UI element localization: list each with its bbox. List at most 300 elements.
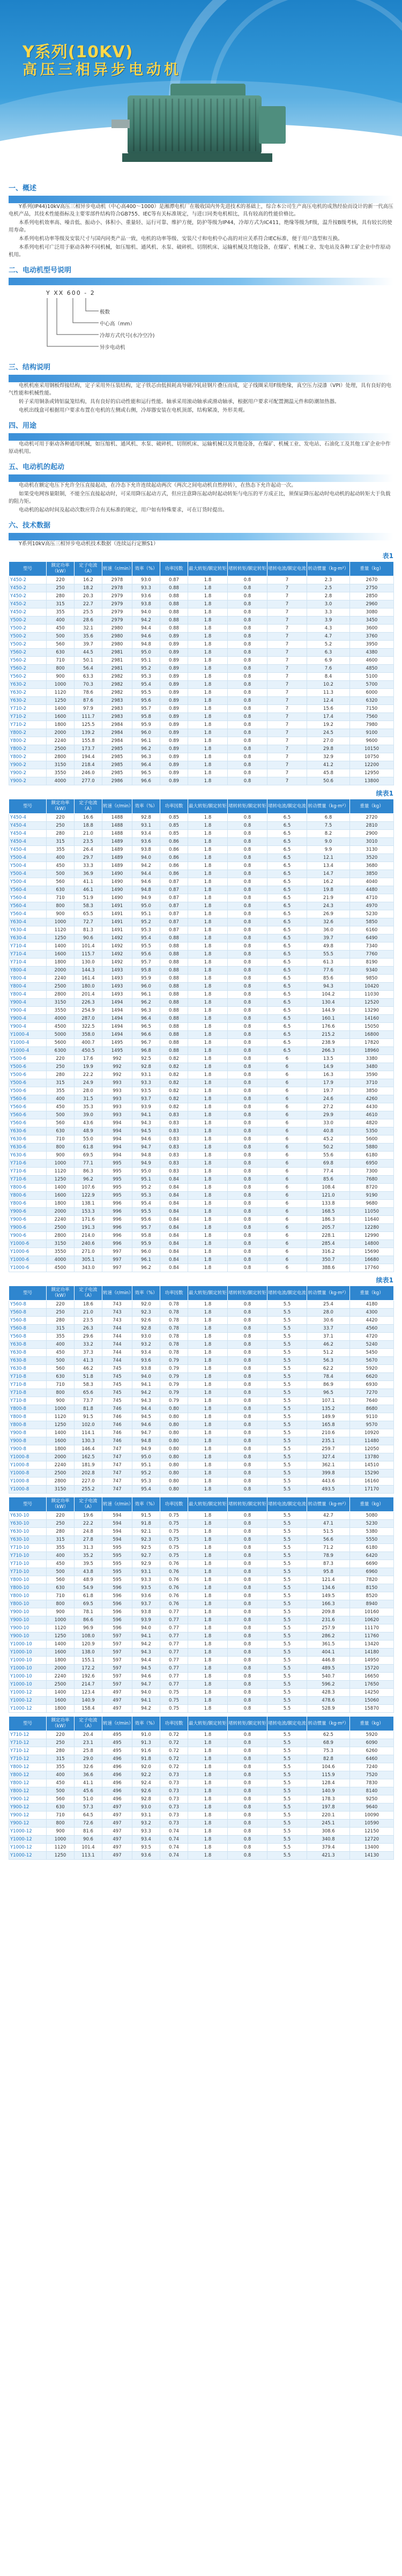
value-cell: 0.8 — [228, 641, 267, 649]
value-cell: 5350 — [350, 1127, 394, 1135]
table-row — [9, 737, 394, 745]
value-cell: 14.7 — [307, 870, 350, 878]
paragraph: 转子采用铜条或铸铝鼠笼结构，具有良好的启动性能和运行性能。轴承采用滚动轴承或滑动轴承，根据用户要求可配置测温元件和防潮加热器。 — [19, 399, 340, 405]
value-cell: 91.5 — [75, 1413, 102, 1421]
model-cell: Y500-6 — [9, 1063, 47, 1071]
value-cell: 162.5 — [75, 1453, 102, 1461]
table-row — [9, 1486, 394, 1494]
value-cell: 214.7 — [75, 1681, 102, 1689]
table-row — [9, 1665, 394, 1673]
value-cell: 93.5 — [132, 1087, 160, 1095]
table-row — [9, 641, 394, 649]
value-cell: 743 — [102, 1301, 132, 1309]
value-cell: 155.8 — [75, 737, 102, 745]
column-header: 转动惯量（kg·m²） — [307, 1717, 350, 1731]
table-row — [9, 983, 394, 991]
value-cell: 1400 — [47, 1429, 75, 1437]
value-cell: 400 — [47, 1095, 75, 1103]
value-cell: 0.8 — [228, 1731, 267, 1739]
value-cell: 1.8 — [188, 1007, 228, 1015]
value-cell: 0.8 — [228, 1828, 267, 1836]
value-cell: 2979 — [102, 617, 132, 625]
value-cell: 2240 — [47, 975, 75, 983]
value-cell: 597 — [102, 1681, 132, 1689]
value-cell: 238.9 — [307, 1039, 350, 1047]
value-cell: 993 — [102, 1087, 132, 1095]
value-cell: 4.3 — [307, 625, 350, 633]
value-cell: 1490 — [102, 878, 132, 886]
value-cell: 2979 — [102, 592, 132, 600]
value-cell: 94.9 — [132, 1160, 160, 1168]
value-cell: 1.8 — [188, 1103, 228, 1111]
value-cell: 62.2 — [307, 1365, 350, 1373]
value-cell: 1.8 — [188, 1135, 228, 1144]
model-cell: Y1000-8 — [9, 1478, 47, 1486]
value-cell: 0.8 — [228, 926, 267, 934]
value-cell: 4430 — [350, 1103, 394, 1111]
value-cell: 1488 — [102, 822, 132, 830]
value-cell: 13290 — [350, 1007, 394, 1015]
value-cell: 93.6 — [132, 1357, 160, 1365]
value-cell: 2978 — [102, 584, 132, 592]
value-cell: 3380 — [350, 1055, 394, 1063]
value-cell: 3480 — [350, 1063, 394, 1071]
value-cell: 3550 — [47, 1007, 75, 1015]
value-cell: 220 — [47, 1512, 75, 1520]
value-cell: 1.8 — [188, 926, 228, 934]
value-cell: 1489 — [102, 854, 132, 862]
value-cell: 7640 — [350, 1397, 394, 1405]
column-header: 型号 — [9, 1717, 47, 1731]
value-cell: 77.1 — [75, 1160, 102, 1168]
value-cell: 94.6 — [132, 1421, 160, 1429]
table-row — [9, 1168, 394, 1176]
value-cell: 14130 — [350, 1852, 394, 1860]
value-cell: 6 — [267, 1160, 307, 1168]
value-cell: 497 — [102, 1803, 132, 1812]
value-cell: 6 — [267, 1087, 307, 1095]
value-cell: 3080 — [350, 608, 394, 617]
value-cell: 5230 — [350, 1520, 394, 1528]
value-cell: 0.8 — [228, 1536, 267, 1544]
value-cell: 8520 — [350, 1592, 394, 1600]
value-cell: 0.8 — [228, 1665, 267, 1673]
table-row — [9, 576, 394, 584]
value-cell: 16.2 — [75, 576, 102, 584]
value-cell: 744 — [102, 1325, 132, 1333]
model-cell: Y710-10 — [9, 1552, 47, 1560]
value-cell: 94.5 — [132, 1665, 160, 1673]
value-cell: 400 — [47, 1552, 75, 1560]
value-cell: 10090 — [350, 1812, 394, 1820]
value-cell: 800 — [47, 665, 75, 673]
value-cell: 1400 — [47, 1184, 75, 1192]
value-cell: 0.8 — [228, 1389, 267, 1397]
value-cell: 747 — [102, 1461, 132, 1469]
model-cell: Y900-12 — [9, 1812, 47, 1820]
model-cell: Y630-8 — [9, 1365, 47, 1373]
value-cell: 400 — [47, 854, 75, 862]
value-cell: 0.8 — [228, 1812, 267, 1820]
value-cell: 0.8 — [228, 1055, 267, 1063]
model-cell: Y630-8 — [9, 1349, 47, 1357]
table-row — [9, 1649, 394, 1657]
value-cell: 95.3 — [132, 1478, 160, 1486]
value-cell: 0.8 — [228, 1592, 267, 1600]
table-row — [9, 1256, 394, 1264]
value-cell: 1.8 — [188, 1240, 228, 1248]
value-cell: 77.6 — [307, 967, 350, 975]
value-cell: 6.5 — [267, 854, 307, 862]
value-cell: 0.73 — [160, 1803, 188, 1812]
value-cell: 96.1 — [132, 737, 160, 745]
value-cell: 900 — [47, 1152, 75, 1160]
section-heading: 二、电动机型号说明 — [9, 266, 72, 274]
table-row — [9, 608, 394, 617]
motor-photo — [106, 79, 299, 170]
model-cell: Y630-4 — [9, 926, 47, 934]
value-cell: 5.5 — [267, 1389, 307, 1397]
value-cell: 1491 — [102, 902, 132, 910]
value-cell: 597 — [102, 1632, 132, 1640]
value-cell: 595 — [102, 1560, 132, 1568]
value-cell: 0.8 — [228, 1469, 267, 1478]
value-cell: 140.9 — [307, 1787, 350, 1795]
value-cell: 1.8 — [188, 1520, 228, 1528]
value-cell: 745 — [102, 1373, 132, 1381]
value-cell: 130.4 — [307, 999, 350, 1007]
value-cell: 7820 — [350, 1576, 394, 1584]
value-cell: 0.89 — [160, 769, 188, 777]
value-cell: 5.5 — [267, 1739, 307, 1747]
value-cell: 0.89 — [160, 649, 188, 657]
value-cell: 0.89 — [160, 657, 188, 665]
value-cell: 343.0 — [75, 1264, 102, 1272]
value-cell: 1.8 — [188, 1552, 228, 1560]
value-cell: 747 — [102, 1478, 132, 1486]
value-cell: 450 — [47, 1349, 75, 1357]
value-cell: 55.0 — [75, 1135, 102, 1144]
value-cell: 51.8 — [75, 1373, 102, 1381]
value-cell: 95.4 — [132, 681, 160, 689]
model-cell: Y450-2 — [9, 576, 47, 584]
value-cell: 45.8 — [307, 769, 350, 777]
model-cell: Y1000-12 — [9, 1836, 47, 1844]
value-cell: 135.2 — [307, 1405, 350, 1413]
value-cell: 29.9 — [307, 1111, 350, 1119]
value-cell: 5.5 — [267, 1763, 307, 1771]
model-cell: Y710-8 — [9, 1397, 47, 1405]
value-cell: 0.88 — [160, 951, 188, 959]
value-cell: 450 — [47, 625, 75, 633]
value-cell: 800 — [47, 1144, 75, 1152]
value-cell: 5.5 — [267, 1640, 307, 1649]
value-cell: 1494 — [102, 999, 132, 1007]
table-row — [9, 1224, 394, 1232]
value-cell: 32.1 — [75, 625, 102, 633]
value-cell: 3.9 — [307, 617, 350, 625]
model-cell: Y1000-8 — [9, 1461, 47, 1469]
value-cell: 25.8 — [75, 1747, 102, 1755]
value-cell: 0.88 — [160, 942, 188, 951]
value-cell: 1.8 — [188, 967, 228, 975]
value-cell: 94.9 — [132, 1445, 160, 1453]
value-cell: 2500 — [47, 1681, 75, 1689]
value-cell: 95.7 — [132, 705, 160, 713]
model-cell: Y710-8 — [9, 1381, 47, 1389]
value-cell: 91.8 — [132, 1520, 160, 1528]
value-cell: 2900 — [350, 830, 394, 838]
value-cell: 7 — [267, 713, 307, 721]
value-cell: 6.5 — [267, 967, 307, 975]
value-cell: 0.75 — [160, 1528, 188, 1536]
table-row — [9, 625, 394, 633]
column-header: 功率因数 — [160, 1286, 188, 1301]
value-cell: 1.8 — [188, 1771, 228, 1779]
column-header: 额定功率（kW） — [47, 1286, 75, 1301]
value-cell: 16800 — [350, 1031, 394, 1039]
value-cell: 1.8 — [188, 769, 228, 777]
value-cell: 0.8 — [228, 1087, 267, 1095]
value-cell: 11480 — [350, 1437, 394, 1445]
value-cell: 1.8 — [188, 1852, 228, 1860]
value-cell: 1.8 — [188, 1445, 228, 1453]
value-cell: 0.8 — [228, 745, 267, 753]
value-cell: 46.1 — [75, 886, 102, 894]
value-cell: 0.79 — [160, 1365, 188, 1373]
value-cell: 28.6 — [75, 617, 102, 625]
value-cell: 0.82 — [160, 1095, 188, 1103]
value-cell: 1250 — [47, 934, 75, 942]
value-cell: 0.75 — [160, 1552, 188, 1560]
value-cell: 6930 — [350, 1381, 394, 1389]
value-cell: 1000 — [47, 1405, 75, 1413]
model-cell: Y450-4 — [9, 830, 47, 838]
value-cell: 0.84 — [160, 1192, 188, 1200]
model-cell: Y560-8 — [9, 1333, 47, 1341]
value-cell: 1.8 — [188, 1333, 228, 1341]
value-cell: 5.5 — [267, 1828, 307, 1836]
value-cell: 1800 — [47, 1705, 75, 1713]
value-cell: 93.3 — [132, 1079, 160, 1087]
value-cell: 2985 — [102, 761, 132, 769]
value-cell: 1.8 — [188, 1301, 228, 1309]
table-row — [9, 1747, 394, 1755]
value-cell: 1489 — [102, 846, 132, 854]
value-cell: 745 — [102, 1389, 132, 1397]
value-cell: 95.1 — [132, 1461, 160, 1469]
value-cell: 5.5 — [267, 1421, 307, 1429]
model-cell: Y500-4 — [9, 854, 47, 862]
value-cell: 1120 — [47, 926, 75, 934]
value-cell: 6.5 — [267, 1031, 307, 1039]
value-cell: 28.0 — [307, 1309, 350, 1317]
value-cell: 0.8 — [228, 967, 267, 975]
table-row — [9, 814, 394, 822]
value-cell: 996 — [102, 1208, 132, 1216]
value-cell: 10160 — [350, 1608, 394, 1616]
value-cell: 1000 — [47, 1836, 75, 1844]
value-cell: 0.8 — [228, 1071, 267, 1079]
table-row — [9, 584, 394, 592]
value-cell: 5.5 — [267, 1437, 307, 1445]
value-cell: 6 — [267, 1176, 307, 1184]
value-cell: 315 — [47, 1325, 75, 1333]
table-row — [9, 1616, 394, 1624]
value-cell: 596 — [102, 1608, 132, 1616]
value-cell: 6.3 — [307, 649, 350, 657]
value-cell: 5.5 — [267, 1795, 307, 1803]
value-cell: 0.82 — [160, 1063, 188, 1071]
value-cell: 6420 — [350, 1552, 394, 1560]
value-cell: 1.8 — [188, 1111, 228, 1119]
value-cell: 1.8 — [188, 1405, 228, 1413]
value-cell: 220 — [47, 576, 75, 584]
value-cell: 91.3 — [132, 1739, 160, 1747]
value-cell: 12.1 — [307, 854, 350, 862]
value-cell: 4000 — [47, 1015, 75, 1023]
value-cell: 29.8 — [307, 745, 350, 753]
value-cell: 0.83 — [160, 1160, 188, 1168]
value-cell: 6 — [267, 1079, 307, 1087]
value-cell: 9.0 — [307, 838, 350, 846]
value-cell: 94.1 — [132, 1381, 160, 1389]
value-cell: 0.8 — [228, 830, 267, 838]
value-cell: 996 — [102, 1240, 132, 1248]
value-cell: 1.8 — [188, 745, 228, 753]
value-cell: 400.7 — [75, 1039, 102, 1047]
content — [0, 177, 402, 1860]
column-header: 功率因数 — [160, 562, 188, 576]
value-cell: 6.5 — [267, 934, 307, 942]
value-cell: 495 — [102, 1747, 132, 1755]
value-cell: 218.4 — [75, 761, 102, 769]
value-cell: 6 — [267, 1063, 307, 1071]
model-cell: Y1000-6 — [9, 1240, 47, 1248]
value-cell: 95.6 — [132, 697, 160, 705]
model-cell: Y560-8 — [9, 1301, 47, 1309]
value-cell: 0.84 — [160, 1216, 188, 1224]
value-cell: 93.6 — [132, 592, 160, 600]
value-cell: 7 — [267, 729, 307, 737]
value-cell: 144.9 — [307, 1007, 350, 1015]
column-header: 重量（kg） — [350, 799, 394, 814]
table-row — [9, 1608, 394, 1616]
value-cell: 93.0 — [132, 1333, 160, 1341]
value-cell: 14510 — [350, 1461, 394, 1469]
value-cell: 4720 — [350, 1333, 394, 1341]
value-cell: 11760 — [350, 1632, 394, 1640]
value-cell: 1.8 — [188, 1787, 228, 1795]
value-cell: 191.3 — [75, 1224, 102, 1232]
value-cell: 630 — [47, 1127, 75, 1135]
value-cell: 94.2 — [132, 1705, 160, 1713]
value-cell: 0.8 — [228, 870, 267, 878]
value-cell: 250 — [47, 1063, 75, 1071]
table-row — [9, 1405, 394, 1413]
value-cell: 95.0 — [132, 1453, 160, 1461]
model-cell: Y450-4 — [9, 846, 47, 854]
value-cell: 12.4 — [307, 697, 350, 705]
value-cell: 2800 — [47, 991, 75, 999]
value-cell: 5.5 — [267, 1397, 307, 1405]
value-cell: 0.79 — [160, 1381, 188, 1389]
model-cell: Y900-6 — [9, 1208, 47, 1216]
value-cell: 5.5 — [267, 1568, 307, 1576]
value-cell: 5.5 — [267, 1657, 307, 1665]
value-cell: 0.72 — [160, 1763, 188, 1771]
value-cell: 120.9 — [75, 1640, 102, 1649]
value-cell: 6 — [267, 1224, 307, 1232]
model-cell: Y800-10 — [9, 1576, 47, 1584]
value-cell: 1.8 — [188, 878, 228, 886]
value-cell: 7 — [267, 769, 307, 777]
value-cell: 158.4 — [75, 1705, 102, 1713]
model-cell: Y710-10 — [9, 1544, 47, 1552]
value-cell: 0.86 — [160, 854, 188, 862]
value-cell: 27.0 — [307, 737, 350, 745]
model-cell: Y710-10 — [9, 1560, 47, 1568]
value-cell: 50.1 — [75, 657, 102, 665]
value-cell: 31.3 — [75, 1544, 102, 1552]
value-cell: 0.73 — [160, 1771, 188, 1779]
value-cell: 500 — [47, 1111, 75, 1119]
model-label-center-height: 中心高（mm） — [100, 321, 136, 327]
value-cell: 86.6 — [75, 1616, 102, 1624]
value-cell: 94.7 — [132, 1144, 160, 1152]
value-cell: 744 — [102, 1357, 132, 1365]
value-cell: 95.7 — [132, 1224, 160, 1232]
table-row — [9, 1119, 394, 1127]
value-cell: 0.73 — [160, 1820, 188, 1828]
value-cell: 94.4 — [132, 1657, 160, 1665]
value-cell: 630 — [47, 1373, 75, 1381]
value-cell: 1.8 — [188, 983, 228, 991]
value-cell: 0.8 — [228, 721, 267, 729]
value-cell: 0.76 — [160, 1576, 188, 1584]
value-cell: 1.8 — [188, 1063, 228, 1071]
value-cell: 4710 — [350, 894, 394, 902]
value-cell: 95.2 — [132, 918, 160, 926]
value-cell: 9110 — [350, 1413, 394, 1421]
value-cell: 3010 — [350, 838, 394, 846]
value-cell: 0.88 — [160, 625, 188, 633]
value-cell: 43.6 — [75, 1119, 102, 1127]
value-cell: 36.9 — [75, 870, 102, 878]
value-cell: 7 — [267, 608, 307, 617]
value-cell: 1600 — [47, 951, 75, 959]
value-cell: 2.8 — [307, 592, 350, 600]
model-cell: Y630-6 — [9, 1127, 47, 1135]
value-cell: 1.8 — [188, 959, 228, 967]
value-cell: 35.3 — [75, 1103, 102, 1111]
model-cell: Y500-4 — [9, 862, 47, 870]
value-cell: 1.8 — [188, 1325, 228, 1333]
value-cell: 92.5 — [132, 1055, 160, 1063]
value-cell: 0.8 — [228, 1795, 267, 1803]
value-cell: 16.6 — [75, 814, 102, 822]
value-cell: 994 — [102, 1127, 132, 1135]
value-cell: 96.2 — [75, 1176, 102, 1184]
value-cell: 0.72 — [160, 1739, 188, 1747]
model-cell: Y560-8 — [9, 1317, 47, 1325]
table-title: 表1 — [382, 552, 393, 560]
value-cell: 43.8 — [75, 1568, 102, 1576]
table-row — [9, 862, 394, 870]
value-cell: 996 — [102, 1224, 132, 1232]
value-cell: 5.5 — [267, 1576, 307, 1584]
value-cell: 1.8 — [188, 951, 228, 959]
